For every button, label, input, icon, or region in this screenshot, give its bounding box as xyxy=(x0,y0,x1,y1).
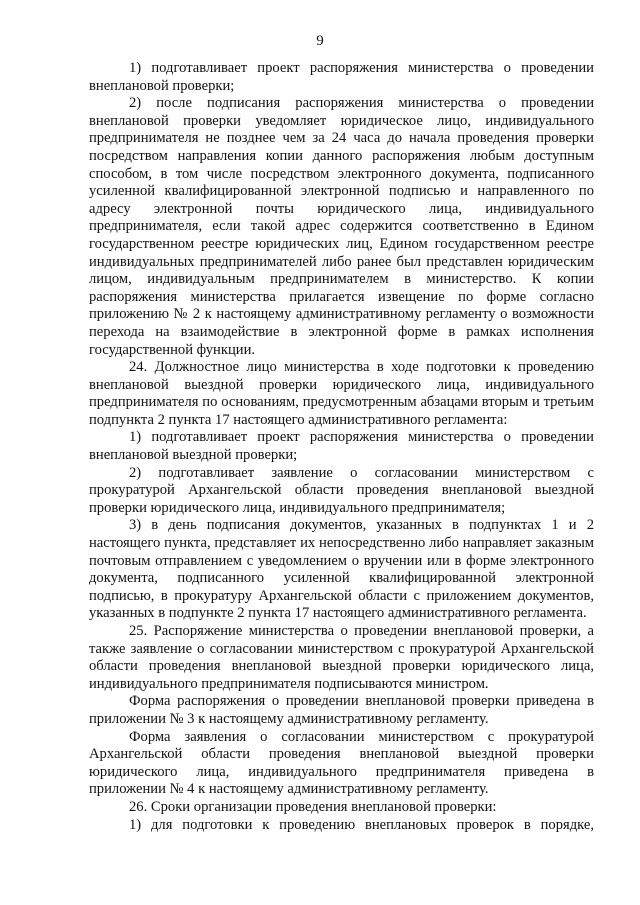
paragraph: Форма распоряжения о проведении внеплановой проверки приведена в приложении № 3 к настоящему административному регламенту. xyxy=(89,693,594,727)
paragraph: Форма заявления о согласовании министерством с прокуратурой Архангельской области проведения внеплановой выездной проверки юридического лица, индивидуального предпринимателя приведена в приложении № 4 к настоящему административному регламенту. xyxy=(89,728,594,798)
paragraph: 1) подготавливает проект распоряжения министерства о проведении внеплановой проверки; xyxy=(89,60,594,94)
paragraph: 2) после подписания распоряжения министерства о проведении внеплановой проверки уведомляет юридическое лицо, индивидуального предпринимателя не позднее чем за 24 часа до начала проведения проверки посредством направления копии данного распоряжения любым доступным способом, в том числе посредством электронного документа, подписанного усиленной квалифицированной электронной подписью и направленного по адресу электронной почты юридического лица, индивидуального предпринимателя, если такой адрес содержится соответственно в Едином государственном реестре юридических лиц, Едином государственном реестре индивидуальных предпринимателей либо ранее был представлен юридическим лицом, индивидуальным предпринимателем в министерство. К копии распоряжения министерства прилагается извещение по форме согласно приложению № 2 к настоящему административному регламенту о возможности перехода на взаимодействие в электронной форме в рамках исполнения государственной функции. xyxy=(89,95,594,358)
page-number: 9 xyxy=(316,33,324,49)
paragraph: 24. Должностное лицо министерства в ходе подготовки к проведению внеплановой выездной проверки юридического лица, индивидуального предпринимателя по основаниям, предусмотренным абзацами вторым и третьим подпункта 2 пункта 17 настоящего административного регламента: xyxy=(89,359,594,428)
paragraph: 25. Распоряжение министерства о проведении внеплановой проверки, а также заявление о согласовании министерством с прокуратурой Архангельской области проведения внеплановой выездной проверки юридического лица, индивидуального предпринимателя подписываются министром. xyxy=(89,623,594,692)
paragraph: 2) подготавливает заявление о согласовании министерством с прокуратурой Архангельской области проведения внеплановой выездной проверки юридического лица, индивидуального предпринимателя; xyxy=(89,464,594,516)
document-body xyxy=(89,60,594,834)
paragraph: 3) в день подписания документов, указанных в подпунктах 1 и 2 настоящего пункта, представляет их непосредственно либо направляет заказным почтовым отправлением с уведомлением о вручении или в форме электронного документа, подписанного усиленной квалифицированной электронной подписью, в прокуратуру Архангельской области с приложением документов, указанных в подпункте 2 пункта 17 настоящего административного регламента. xyxy=(89,517,594,622)
paragraph: 26. Сроки организации проведения внеплановой проверки: xyxy=(129,798,497,815)
paragraph: 1) для подготовки к проведению внеплановых проверок в порядке, xyxy=(129,816,594,833)
paragraph: 1) подготавливает проект распоряжения министерства о проведении внеплановой выездной проверки; xyxy=(89,429,594,464)
